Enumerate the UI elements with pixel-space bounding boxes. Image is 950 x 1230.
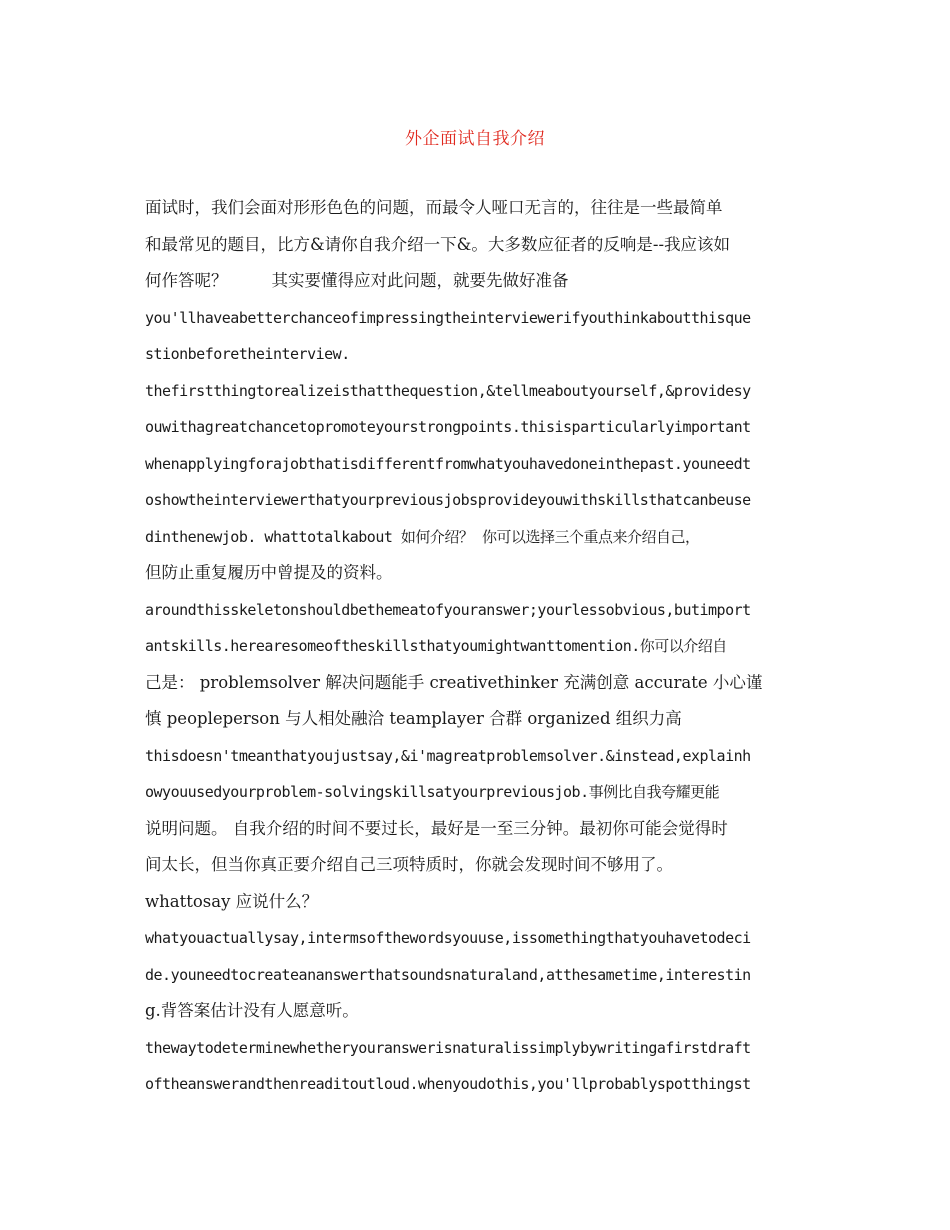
paragraph-line: 和最常见的题目，比方&请你自我介绍一下&。大多数应征者的反响是--我应该如: [145, 234, 731, 254]
paragraph-line: stionbeforetheinterview.: [145, 345, 350, 363]
paragraph-line: 面试时，我们会面对形形色色的问题，而最令人哑口无言的，往往是一些最简单: [145, 198, 723, 217]
paragraph-line: [145, 267, 807, 304]
paragraph-line-part: 何作答呢？: [145, 271, 228, 290]
paragraph-line: de.youneedtocreateananswerthatsoundsnaturaland,atthesametime,interestin: [145, 965, 751, 984]
paragraph-line: owyouusedyourproblem-solvingskillsatyourpreviousjob.事例比自我夸耀更能: [145, 783, 720, 801]
document-title: 外企面试自我介绍: [405, 129, 545, 149]
paragraph-line: g.背答案估计没有人愿意听。: [145, 1001, 359, 1020]
paragraph-line: thisdoesn'tmeanthatyoujustsay,&i'magreatproblemsolver.&instead,explainh: [145, 746, 751, 765]
paragraph-line: whenapplyingforajobthatisdifferentfromwhatyouhavedoneinthepast.youneedt: [145, 454, 751, 473]
paragraph-line: 说明问题。 自我介绍的时间不要过长，最好是一至三分钟。最初你可能会觉得时: [145, 818, 728, 838]
paragraph-line: oshowtheinterviewerthatyourpreviousjobsprovideyouwithskillsthatcanbeuse: [145, 491, 751, 509]
paragraph-line: thefirstthingtorealizeisthatthequestion,&tellmeaboutyourself,&providesy: [145, 381, 751, 400]
paragraph-line: 但防止重复履历中曾提及的资料。: [145, 563, 393, 582]
paragraph-line: 间太长，但当你真正要介绍自己三项特质时，你就会发现时间不够用了。: [145, 855, 673, 874]
paragraph-line: oftheanswerandthenreaditoutloud.whenyoudothis,you'llprobablyspotthingst: [145, 1075, 751, 1093]
paragraph-line: whatyouactuallysay,intermsofthewordsyouuse,issomethingthatyouhavetodeci: [145, 929, 751, 947]
paragraph-line: 慎 peopleperson 与人相处融洽 teamplayer 合群 organized 组织力高: [145, 709, 682, 728]
paragraph-line: aroundthisskeletonshouldbethemeatofyouranswer;yourlessobvious,butimport: [145, 600, 751, 619]
paragraph-line: antskills.herearesomeoftheskillsthatyoumightwanttomention.你可以介绍自: [145, 637, 727, 655]
paragraph-line: ouwithagreatchancetopromoteyourstrongpoints.thisisparticularlyimportant: [145, 418, 751, 436]
paragraph-line: 己是： problemsolver 解决问题能手 creativethinker 充满创意 accurate 小心谨: [145, 672, 763, 692]
paragraph-line: you'llhaveabetterchanceofimpressingtheinterviewerifyouthinkaboutthisque: [145, 308, 751, 327]
document-body: [145, 194, 807, 1107]
paragraph-line: thewaytodeterminewhetheryouranswerisnaturalissimplybywritingafirstdraft: [145, 1038, 751, 1057]
paragraph-line: dinthenewjob. whattotalkabout 如何介绍？ 你可以选择三个重点来介绍自己，: [145, 527, 700, 546]
paragraph-line-part: 其实要懂得应对此问题，就要先做好准备: [271, 271, 569, 290]
paragraph-line: whattosay 应说什么？: [145, 891, 319, 911]
